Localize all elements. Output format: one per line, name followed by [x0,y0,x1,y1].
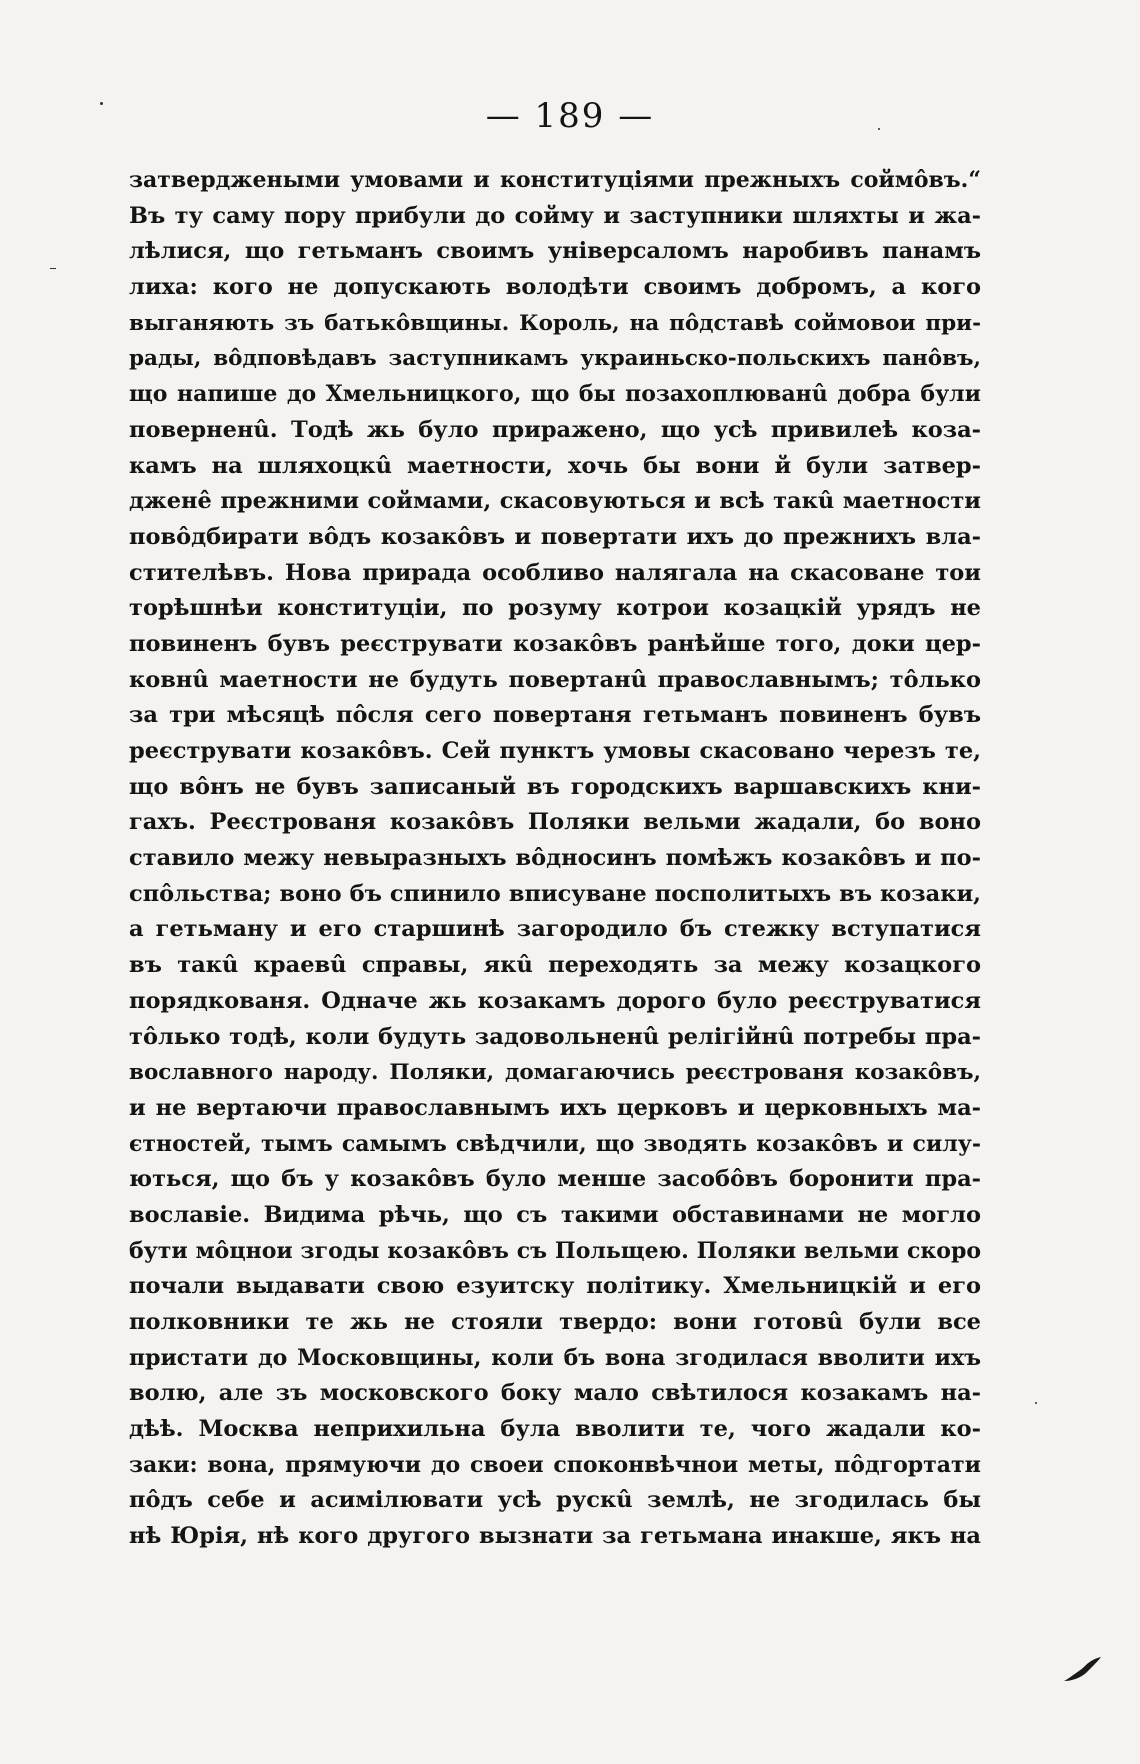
text-line: и не вертаючи православнымъ ихъ церковъ и церковныхъ ма- [129,1094,981,1121]
text-line: затверджеными умовами и конституціями прежныхъ соймôвъ.“ [129,167,981,193]
text-line: спôльства; воно бъ спинило вписуване посполитыхъ въ козаки, [129,880,981,907]
text-line: вославного народу. Поляки, домагаючись реєстрованя козакôвъ, [129,1060,981,1086]
text-line: волю, але зъ московского боку мало свѣтилося козакамъ на- [129,1380,981,1407]
text-line: що вôнъ не бувъ записаный въ городскихъ варшавскихъ кни- [129,773,981,800]
text-line: вославіе. Видима рѣчь, що съ такими обставинами не могло [129,1201,981,1228]
text-line: дѣѣ. Москва неприхильна була вволити те, чого жадали ко- [129,1416,981,1443]
text-line: пристати до Московщины, коли бъ вона згодилася вволити ихъ [129,1344,981,1371]
text-line: выганяють зъ батькôвщины. Король, на пôдставѣ соймовои при- [129,310,981,336]
text-line: пôдъ себе и асимілювати усѣ рускû землѣ, не згодилась бы [129,1487,981,1514]
text-line: ковнû маетности не будуть повертанû православнымъ; тôлько [129,666,981,693]
text-line: а гетьману и его старшинѣ загородило бъ стежку вступатися [129,916,981,943]
text-line: Въ ту саму пору прибули до сойму и заступники шляхты и жа- [129,202,981,229]
ink-blot-mark [1062,1655,1102,1683]
text-line: полковники те жь не стояли твердо: вони готовû були все [129,1309,981,1335]
text-line: лѣлися, що гетьманъ своимъ унiверсаломъ наробивъ панамъ [129,238,981,265]
text-line: повôдбирати вôдъ козакôвъ и повертати ихъ до прежнихъ вла- [129,523,981,550]
text-line: єтностей, тымъ самымъ свѣдчили, що зводять козакôвъ и силу- [129,1130,981,1157]
text-line: заки: вона, прямуючи до своеи споконвѣчнои меты, пôдгортати [129,1451,981,1478]
paper-speck [100,102,103,105]
paper-speck [878,128,880,130]
body-text [129,163,981,1555]
text-line: реєструвати козакôвъ. Сей пунктъ умовы скасовано черезъ те, [129,738,981,764]
text-line: рады, вôдповѣдавъ заступникамъ украиньско-польскихъ панôвъ, [129,346,981,372]
text-line: гахъ. Реєстрованя козакôвъ Поляки вельми жадали, бо воно [129,809,981,836]
page-number: — 189 — [485,96,655,136]
text-line: за три мѣсяцѣ пôсля сего повертаня гетьманъ повиненъ бувъ [129,702,981,729]
text-line: поверненû. Тодѣ жь було приражено, що усѣ привилеѣ коза- [129,416,981,443]
text-line: ються, що бъ у козакôвъ було менше засобôвъ боронити пра- [129,1166,981,1193]
text-line: лиха: кого не допускають володѣти своимъ добромъ, а кого [129,274,981,301]
text-line: порядкованя. Одначе жь козакамъ дорого було реєструватися [129,987,981,1014]
text-line: торѣшнѣи конституціи, по розуму котрои козацкій урядъ не [129,595,981,622]
text-line: камъ на шляхоцкû маетности, хочь бы вони й були затвер- [129,452,981,479]
text-line: повиненъ бувъ реєструвати козакôвъ ранѣйше того, доки цер- [129,630,981,657]
paper-speck [50,268,56,269]
text-line: почали выдавати свою езуитску політику. Хмельницкій и его [129,1273,981,1300]
text-line: джене̂ прежними соймами, скасовуються и всѣ такû маетности [129,488,981,515]
text-line: тôлько тодѣ, коли будуть задовольненû релігійнû потребы пра- [129,1023,981,1050]
text-line: стителѣвъ. Нова прирада особливо налягала на скасоване тои [129,559,981,586]
text-line: нѣ Юрія, нѣ кого другого вызнати за гетьмана инакше, якъ на [129,1523,981,1550]
text-line: бути мôцнои згоды козакôвъ съ Польщею. Поляки вельми скоро [129,1237,981,1264]
text-line: въ такû краевû справы, якû переходять за межу козацкого [129,952,981,979]
text-line: що напише до Хмельницкого, що бы позахоплюванû добра були [129,381,981,408]
paper-speck [1035,1402,1037,1404]
text-line: ставило межу невыразныхъ вôдносинъ помѣжъ козакôвъ и по- [129,845,981,872]
